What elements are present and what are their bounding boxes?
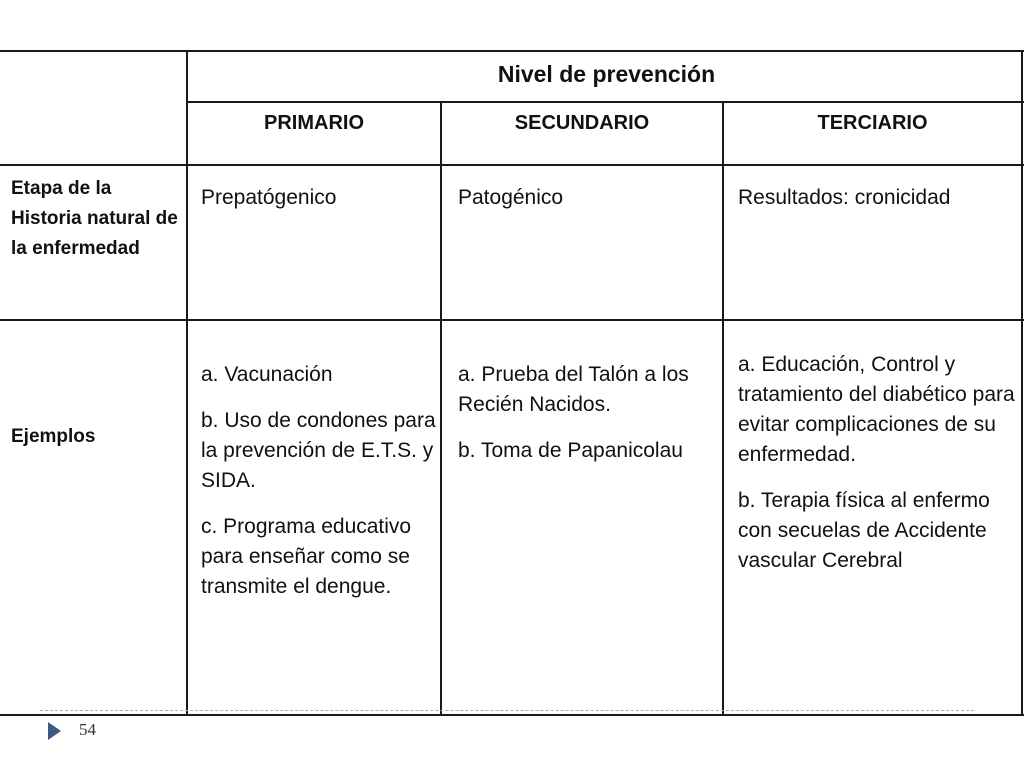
header-divider bbox=[187, 101, 1024, 103]
page-number: 54 bbox=[79, 720, 96, 739]
col-divider-label bbox=[186, 50, 188, 716]
cell-etapa-terciario bbox=[738, 183, 1016, 213]
cell-text: Prepatógenico bbox=[201, 186, 337, 209]
example-item: b. Toma de Papanicolau bbox=[458, 439, 683, 462]
triangle-right-icon bbox=[48, 722, 61, 740]
col-header-primario: PRIMARIO bbox=[264, 112, 364, 134]
col-header-secundario: SECUNDARIO bbox=[514, 112, 650, 134]
header-title: Nivel de prevención bbox=[497, 61, 716, 87]
example-item: b. Uso de condones para la prevención de E.T.S. y SIDA. bbox=[201, 409, 436, 492]
cell-ejemplos-secundario bbox=[458, 360, 718, 482]
example-item: a. Vacunación bbox=[201, 363, 333, 386]
table-border-bottom bbox=[0, 714, 1024, 716]
example-item: a. Educación, Control y tratamiento del diabético para evitar complicaciones de su enfermedad. bbox=[738, 353, 1015, 466]
col-divider-secundario bbox=[722, 101, 724, 716]
cell-etapa-primario bbox=[201, 183, 433, 213]
table-border-top bbox=[0, 50, 1024, 52]
row-divider-2 bbox=[0, 319, 1024, 321]
cell-text: Patogénico bbox=[458, 186, 564, 209]
example-item: b. Terapia física al enfermo con secuelas de Accidente vascular Cerebral bbox=[738, 489, 990, 572]
example-item: a. Prueba del Talón a los Recién Nacidos. bbox=[458, 363, 689, 416]
row-label-etapa: Etapa de la Historia natural de la enfermedad bbox=[11, 178, 178, 259]
example-item: c. Programa educativo para enseñar como se transmite el dengue. bbox=[201, 515, 412, 598]
cell-ejemplos-terciario bbox=[738, 350, 1022, 592]
row-label-ejemplos: Ejemplos bbox=[11, 426, 96, 447]
col-header-terciario: TERCIARIO bbox=[817, 112, 928, 134]
cell-etapa-secundario bbox=[458, 183, 716, 213]
col-divider-primario bbox=[440, 101, 442, 716]
cell-ejemplos-primario bbox=[201, 360, 437, 618]
cell-text: Resultados: cronicidad bbox=[738, 186, 951, 209]
row-divider-1 bbox=[0, 164, 1024, 166]
footer-divider bbox=[40, 710, 974, 711]
